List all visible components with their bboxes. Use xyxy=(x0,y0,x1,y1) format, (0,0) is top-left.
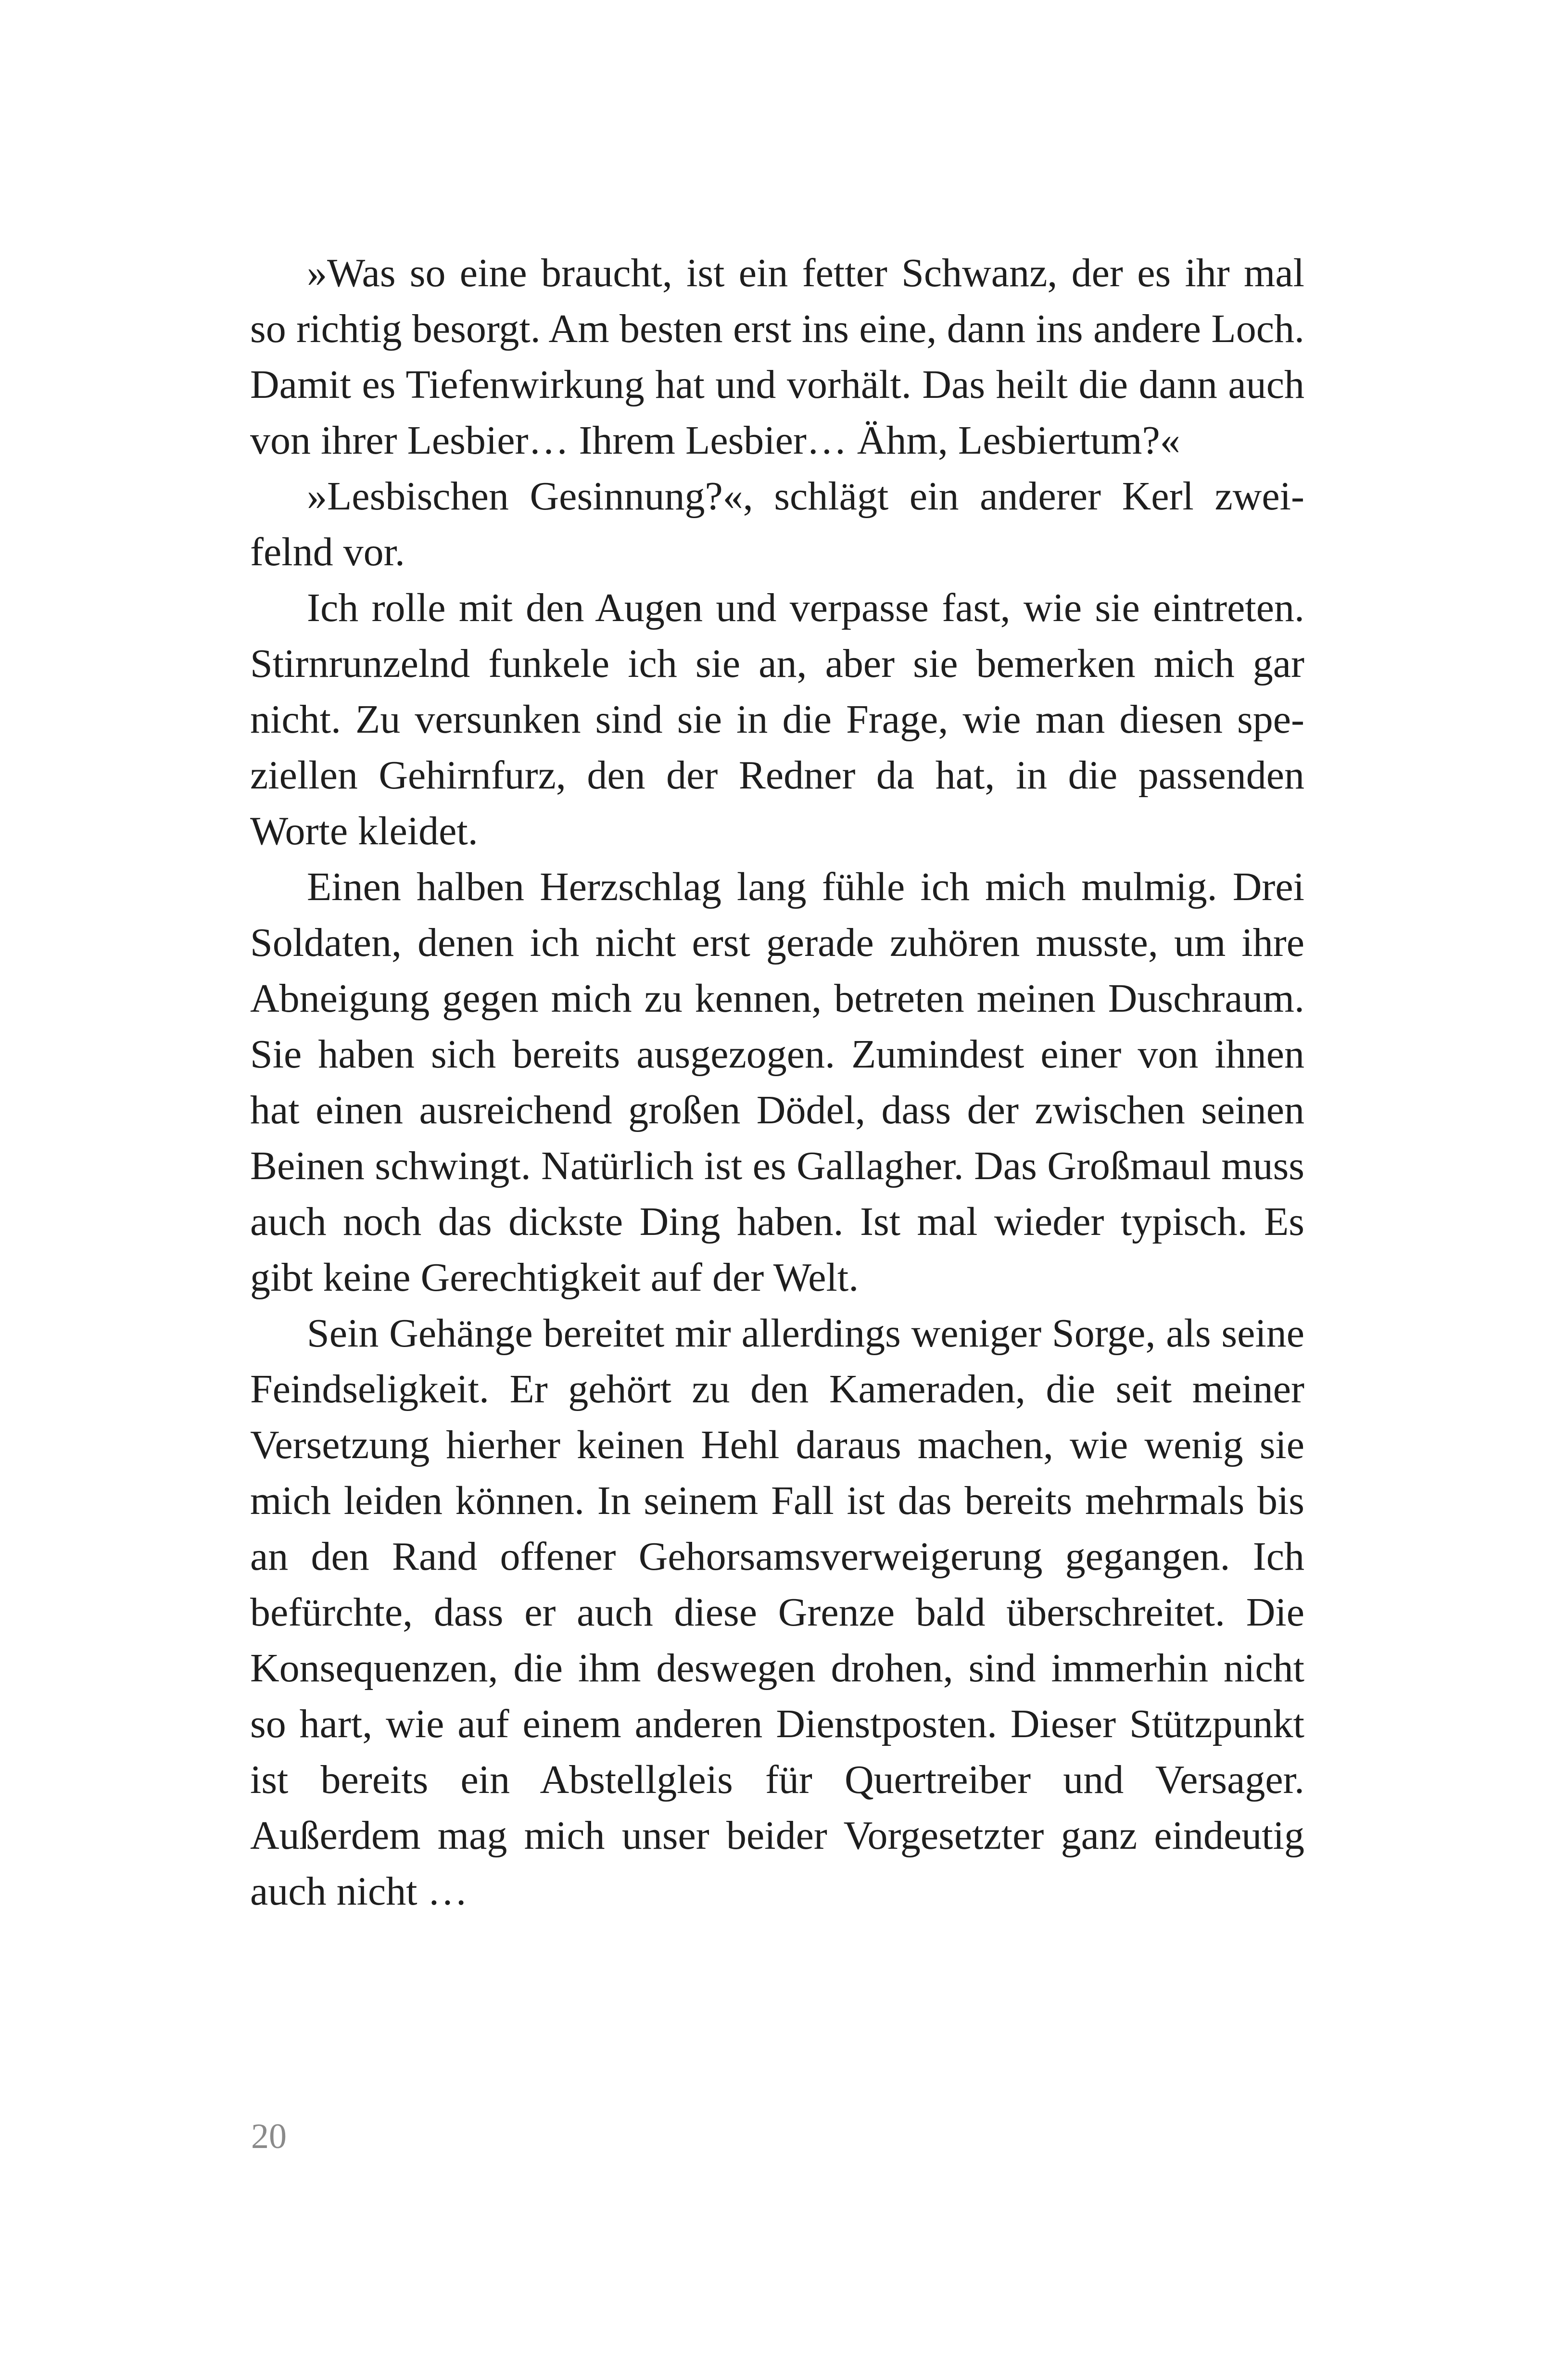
page-number: 20 xyxy=(251,2117,287,2156)
paragraph-2: »Lesbischen Gesinnung?«, schlägt ein anderer Kerl zweifelnd vor. xyxy=(250,474,1304,574)
paragraph-3: Ich rolle mit den Augen und verpasse fast, wie sie eintreten. Stirnrunzelnd funkele ich sie an, aber sie bemerken mich gar nicht. Zu versunken sind sie in die Frage, wie man diesen speziellen Gehirnfurz, den der Redner da hat, in die passenden Worte kleidet. xyxy=(250,585,1304,853)
paragraph-5: Sein Gehänge bereitet mir allerdings weniger Sorge, als seine Feindseligkeit. Er gehört zu den Kameraden, die seit meiner Versetzung hierher keinen Hehl daraus machen, wie wenig sie mich leiden können. In seinem Fall ist das bereits mehrmals bis an den Rand offener Gehorsamsverweigerung gegangen. Ich befürchte, dass er auch diese Grenze bald überschreitet. Die Konsequenzen, die ihm deswegen drohen, sind immerhin nicht so hart, wie auf einem anderen Dienstposten. Dieser Stützpunkt ist bereits ein Abstellgleis für Quertreiber und Versager. Außerdem mag mich unser beider Vorgesetzter ganz eindeutig auch nicht … xyxy=(250,1311,1304,1914)
paragraph-1: »Was so eine braucht, ist ein fetter Schwanz, der es ihr mal so richtig besorgt. Am besten erst ins eine, dann ins andere Loch. Damit es Tiefenwirkung hat und vorhält. Das heilt die dann auch von ihrer Lesbier… Ihrem Lesbier… Ähm, Lesbiertum?« xyxy=(250,251,1304,463)
body-text xyxy=(250,245,1304,1919)
paragraph-4: Einen halben Herzschlag lang fühle ich mich mulmig. Drei Soldaten, denen ich nicht erst gerade zuhören musste, um ihre Abneigung gegen mich zu kennen, betreten meinen Duschraum. Sie haben sich bereits ausgezogen. Zumindest einer von ihnen hat einen ausreichend großen Dödel, dass der zwischen seinen Beinen schwingt. Natürlich ist es Gallagher. Das Großmaul muss auch noch das dickste Ding haben. Ist mal wieder typisch. Es gibt keine Gerechtigkeit auf der Welt. xyxy=(250,864,1304,1300)
